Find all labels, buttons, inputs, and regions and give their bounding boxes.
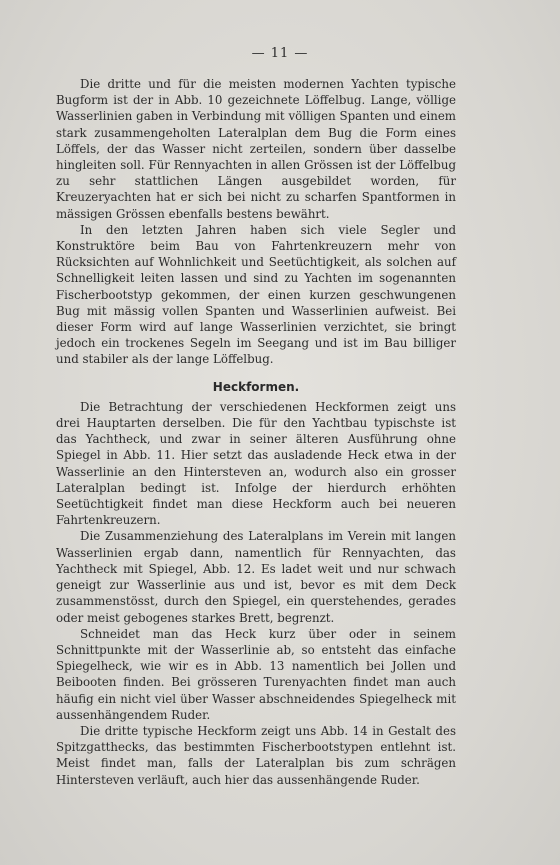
- paragraph-bugform: Die dritte und für die meisten modernen Yachten typische Bugform ist der in Abb. 10 gezeichnete Löffelbug. Lange, völlige Wasserlinien gaben in Verbindung mit völligen Spanten und einem stark zusammengeholten Lateralplan dem Bug die Form eines Löffels, der das Wasser nicht zerteilen, sondern über dasselbe hingleiten soll. Für Rennyachten in allen Grössen ist der Löffelbug zu sehr stattlichen Längen ausgebildet worden, für Kreuzeryachten hat er sich bei nicht zu scharfen Spantformen in mässigen Grössen ebenfalls bestens bewährt.: [56, 77, 456, 221]
- section-heading: Heckformen.: [212, 379, 300, 394]
- paragraph-spitzgattheck: Die dritte typische Heckform zeigt uns Abb. 14 in Gestalt des Spitzgatthecks, das bestimmten Fischerbootstypen entlehnt ist. Meist findet man, falls der Lateralplan bis zum schrägen Hintersteven verläuft, auch hier das aussenhängende Ruder.: [56, 723, 456, 787]
- paragraph-fischerbootstyp: In den letzten Jahren haben sich viele Segler und Konstruktöre beim Bau von Fahrtenkreuzern mehr von Rücksichten auf Wohnlichkeit und Seetüchtigkeit, als solchen auf Schnelligkeit leiten lassen und sind zu Yachten im sogenannten Fischerbootstyp gekommen, der einen kurzen geschwungenen Bug mit mässig vollen Spanten und Wasserlinien aufweist. Bei dieser Form wird auf lange Wasserlinien verzichtet, sie bringt jedoch ein trockenes Segeln im Seegang und ist im Bau billiger und stabiler als der lange Löffelbug.: [56, 222, 456, 367]
- page-text: [56, 76, 456, 788]
- paragraph-spiegel: Die Zusammenziehung des Lateralplans im Verein mit langen Wasserlinien ergab dann, namentlich für Rennyachten, das Yachtheck mit Spiegel, Abb. 12. Es ladet weit und nur schwach geneigt zur Wasserlinie aus und ist, bevor es mit dem Deck zusammenstösst, durch den Spiegel, ein querstehendes, gerades oder meist gebogenes starkes Brett, begrenzt.: [56, 529, 456, 625]
- paragraph-hauptarten: Die Betrachtung der verschiedenen Heckformen zeigt uns drei Hauptarten derselben. Die für den Yachtbau typischste ist das Yachtheck, und zwar in seiner älteren Ausführung ohne Spiegel in Abb. 11. Hier setzt das ausladende Heck etwa in der Wasserlinie an den Hintersteven an, wodurch also ein grosser Lateralplan bedingt ist. Infolge der hierdurch erhöhten Seetüchtigkeit findet man diese Heckform auch bei neueren Fahrtenkreuzern.: [56, 399, 456, 528]
- paragraph-spiegelheck: Schneidet man das Heck kurz über oder in seinem Schnittpunkte mit der Wasserlinie ab, so entsteht das einfache Spiegelheck, wie wir es in Abb. 13 namentlich bei Jollen und Beibooten finden. Bei grösseren Turenyachten findet man auch häufig ein nicht viel über Wasser abschneidendes Spiegelheck mit aussenhängendem Ruder.: [56, 626, 456, 722]
- page-number: — 11 —: [251, 46, 309, 61]
